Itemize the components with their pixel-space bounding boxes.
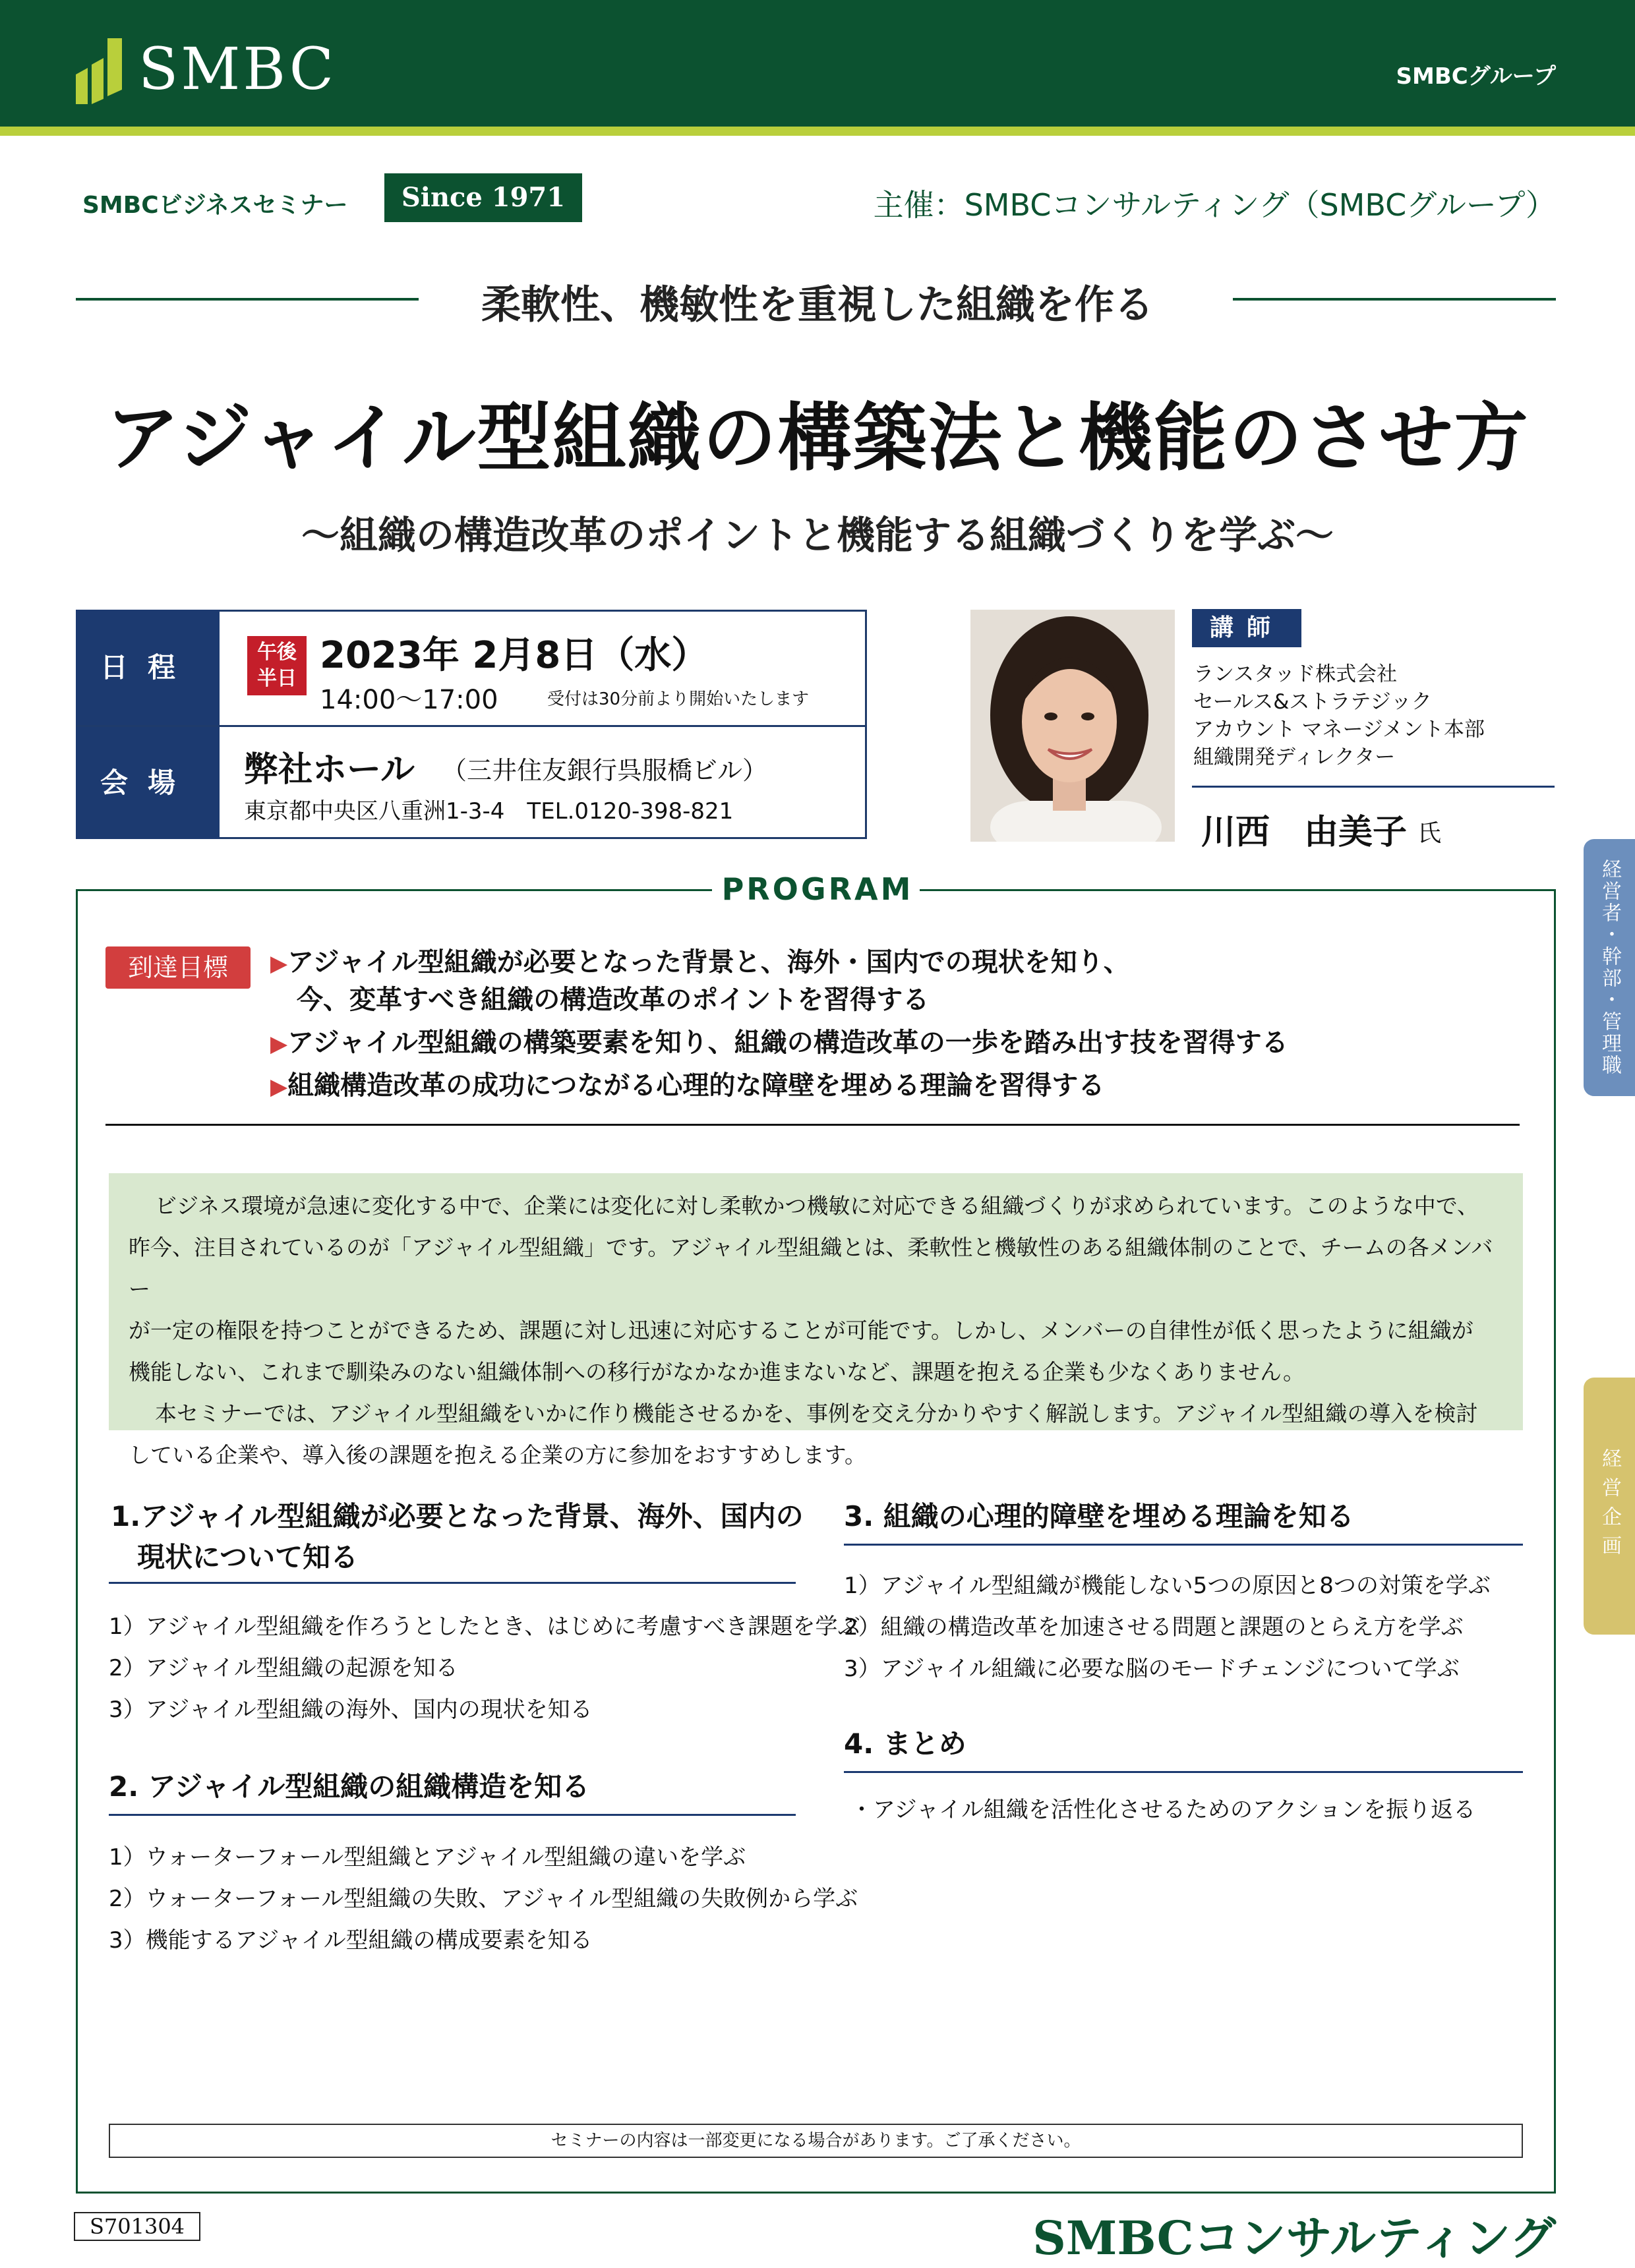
section-item: 2）ウォーターフォール型組織の失敗、アジャイル型組織の失敗例から学ぶ [109, 1886, 858, 1912]
lecturer-name: 川西 由美子 [1201, 813, 1408, 852]
afternoon-badge [247, 636, 307, 695]
intro-text [109, 1173, 1523, 1468]
section-heading: 1.アジャイル型組織が必要となった背景、海外、国内の [111, 1500, 804, 1532]
lecturer-affiliation [1193, 660, 1485, 771]
goal-text: 組織構造改革の成功につながる心理的な障壁を埋める理論を習得する [287, 1070, 1105, 1101]
goal-item [270, 1064, 1104, 1102]
section-item: 1）ウォーターフォール型組織とアジャイル型組織の違いを学ぶ [109, 1844, 746, 1871]
reception-note: 受付は30分前より開始いたします [547, 689, 810, 709]
section-rule [109, 1814, 796, 1816]
affiliation-line: 組織開発ディレクター [1193, 745, 1396, 769]
section-item: 3）機能するアジャイル型組織の構成要素を知る [109, 1927, 593, 1954]
catch-copy: 柔軟性、機敏性を重視した組織を作る [481, 282, 1154, 328]
affiliation-line: アカウント マネージメント本部 [1193, 718, 1485, 741]
lecturer-label: 講師 [1192, 609, 1301, 647]
venue-label: 会場 [76, 727, 220, 839]
lecturer-rule [1192, 786, 1555, 788]
side-tab-executives[interactable]: 経営者・幹部・管理職 [1584, 839, 1635, 1096]
seminar-time: 14:00〜17:00 [320, 685, 498, 715]
affiliation-line: ランスタッド株式会社 [1193, 662, 1398, 686]
seminar-date: 2023年 2月8日（水） [320, 634, 709, 677]
lecturer-honorific: 氏 [1417, 820, 1442, 847]
goal-badge: 到達目標 [105, 946, 251, 989]
header-stripe [0, 127, 1635, 136]
section-rule [844, 1544, 1523, 1546]
badge-line2: 半日 [257, 667, 297, 690]
organizer: 主催：SMBCコンサルティング（SMBCグループ） [873, 187, 1556, 223]
group-text: SMBCグループ [1396, 63, 1556, 90]
goal-text: アジャイル型組織が必要となった背景と、海外・国内での現状を知り、 [287, 947, 1130, 977]
document-code: S701304 [74, 2212, 200, 2241]
triangle-icon: ▶ [270, 1031, 288, 1057]
intro-line: 昨今、注目されているのが「アジャイル型組織」です。アジャイル型組織とは、柔軟性と機敏性のある組織体制のことで、チームの各メンバー [129, 1235, 1493, 1302]
page-subtitle: 〜組織の構造改革のポイントと機能する組織づくりを学ぶ〜 [301, 513, 1334, 558]
program-title: PROGRAM [721, 871, 914, 907]
notice-box: セミナーの内容は一部変更になる場合があります。ご了承ください。 [109, 2124, 1523, 2158]
intro-line: 機能しない、これまで馴染みのない組織体制への移行がなかなか進まないなど、課題を抱える企業も少なくありません。 [129, 1359, 1305, 1385]
section-heading: 現状について知る [137, 1541, 359, 1573]
since-badge: Since 1971 [384, 173, 582, 222]
goal-item [270, 941, 1130, 979]
section-rule [844, 1771, 1523, 1773]
section-item: 1）アジャイル型組織を作ろうとしたとき、はじめに考慮すべき課題を学ぶ [109, 1614, 860, 1640]
venue-name: 弊社ホール [244, 750, 415, 790]
date-label: 日程 [76, 610, 220, 725]
intro-line: している企業や、導入後の課題を抱える企業の方に参加をおすすめします。 [129, 1442, 867, 1468]
goal-text: アジャイル型組織の構築要素を知り、組織の構造改革の一歩を踏み出す技を習得する [287, 1028, 1288, 1058]
section-heading: 2. アジャイル型組織の組織構造を知る [109, 1770, 590, 1803]
goal-item-cont: 今、変革すべき組織の構造改革のポイントを習得する [297, 985, 930, 1015]
side-tab-planning[interactable]: 経営企画 [1584, 1378, 1635, 1635]
triangle-icon: ▶ [270, 1074, 288, 1100]
intro-line: 本セミナーでは、アジャイル型組織をいかに作り機能させるかを、事例を交え分かりやすく解説します。アジャイル型組織の導入を検討 [155, 1401, 1478, 1426]
section-item: 2）アジャイル型組織の起源を知る [109, 1655, 458, 1681]
intro-line: が一定の権限を持つことができるため、課題に対し迅速に対応することが可能です。しかし、メンバーの自律性が低く思ったように組織が [129, 1318, 1473, 1343]
lecturer-photo [970, 610, 1175, 842]
intro-line: ビジネス環境が急速に変化する中で、企業には変化に対し柔軟かつ機敏に対応できる組織づくりが求められています。このような中で、 [155, 1193, 1479, 1219]
affiliation-line: セールス&ストラテジック [1193, 690, 1432, 714]
section-item: 3）アジャイル型組織の海外、国内の現状を知る [109, 1697, 593, 1723]
triangle-icon: ▶ [270, 950, 288, 977]
goal-item [270, 1022, 1288, 1059]
section-item: 2）組織の構造改革を加速させる問題と課題のとらえ方を学ぶ [844, 1614, 1464, 1641]
section-heading: 4. まとめ [844, 1728, 966, 1760]
page-title: アジャイル型組織の構築法と機能のさせ方 [105, 395, 1530, 481]
section-item: ・アジャイル組織を活性化させるためのアクションを振り返る [850, 1797, 1476, 1823]
section-rule [109, 1582, 796, 1584]
series-name: SMBCビジネスセミナー [82, 192, 348, 219]
footer-logo: SMBCコンサルティング [1032, 2211, 1556, 2265]
badge-line1: 午後 [257, 641, 297, 664]
smbc-logo-icon [76, 38, 122, 104]
venue-address: 東京都中央区八重洲1-3-4 TEL.0120-398-821 [244, 798, 734, 825]
logo-text: SMBC [138, 35, 337, 103]
section-item: 3）アジャイル組織に必要な脳のモードチェンジについて学ぶ [844, 1656, 1460, 1682]
section-item: 1）アジャイル型組織が機能しない5つの原因と8つの対策を学ぶ [844, 1573, 1491, 1599]
section-heading: 3. 組織の心理的障壁を埋める理論を知る [844, 1500, 1354, 1532]
goal-separator [105, 1124, 1520, 1126]
schedule-divider [76, 725, 867, 727]
venue-building: （三井住友銀行呉服橋ビル） [442, 756, 768, 785]
